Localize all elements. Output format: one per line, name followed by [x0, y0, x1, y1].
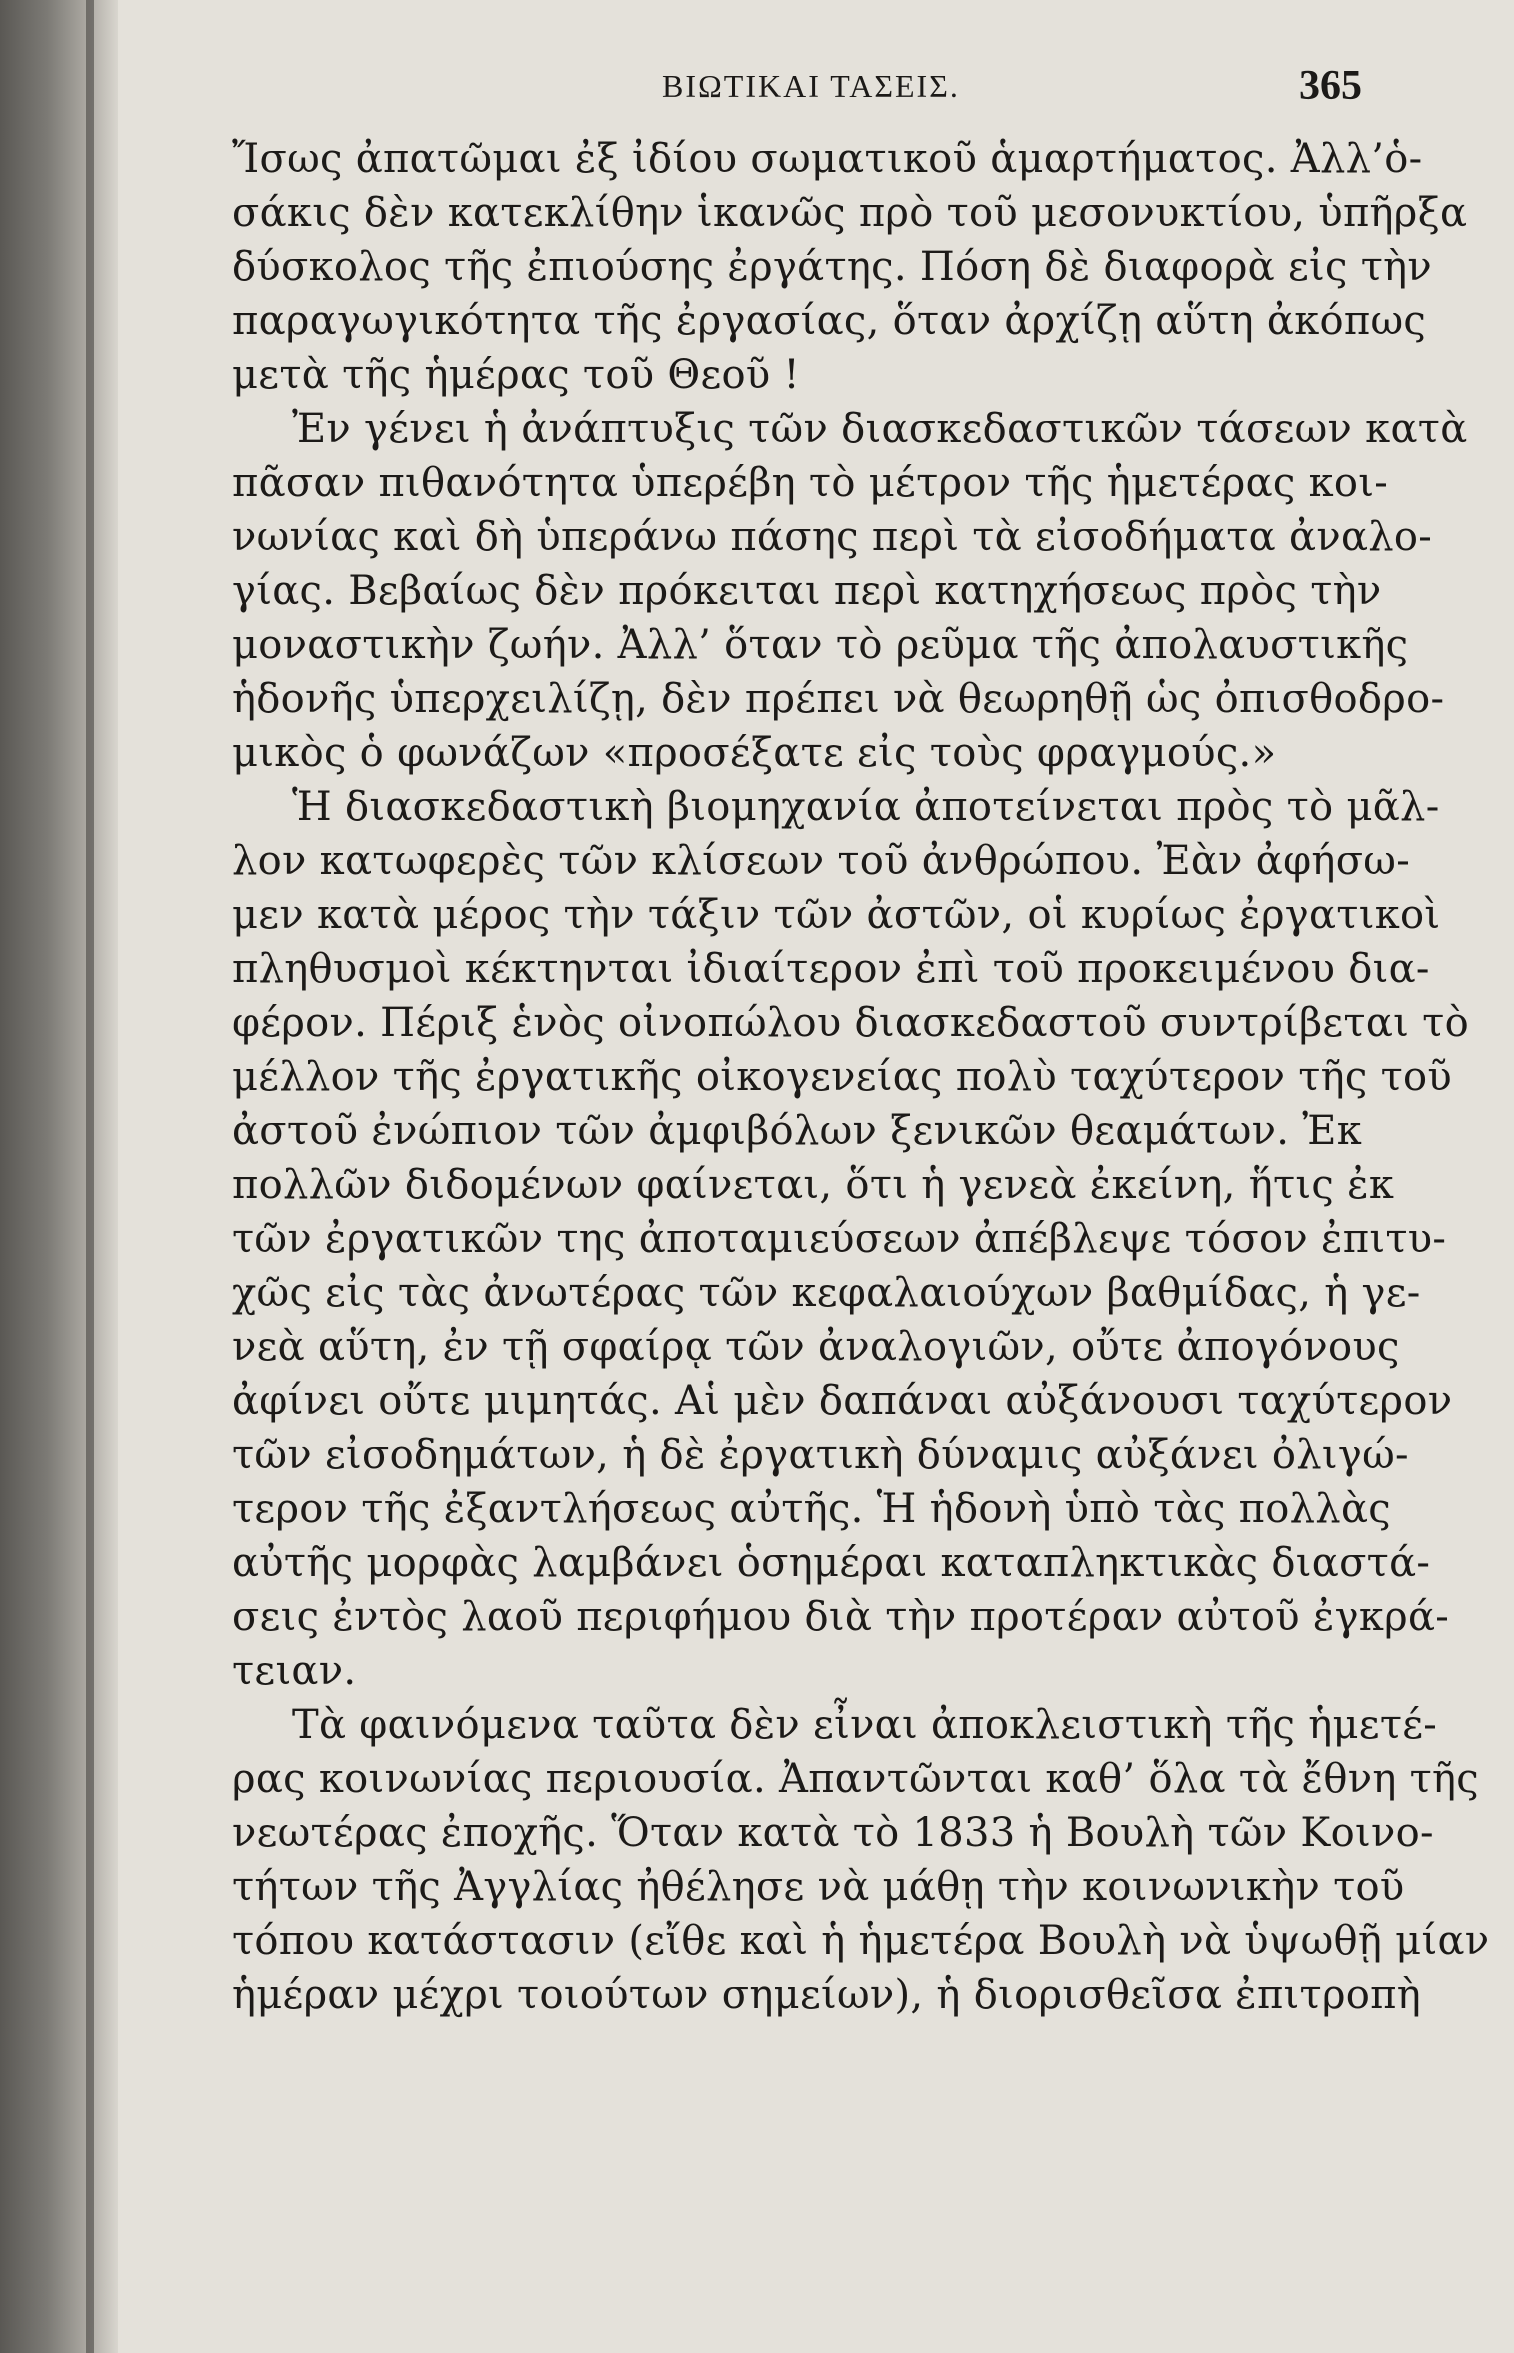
page-number: 365 [1299, 63, 1362, 109]
text-line: πολλῶν διδομένων φαίνεται, ὅτι ἡ γενεὰ ἐκείνη, ἥτις ἐκ [232, 1162, 1395, 1208]
text-line: μετὰ τῆς ἡμέρας τοῦ Θεοῦ ! [232, 352, 800, 398]
text-line: σάκις δὲν κατεκλίθην ἱκανῶς πρὸ τοῦ μεσονυκτίου, ὑπῆρξα [232, 190, 1468, 236]
text-line: νωνίας καὶ δὴ ὑπεράνω πάσης περὶ τὰ εἰσοδήματα ἀναλο- [232, 514, 1433, 560]
text-line: Ἐν γένει ἡ ἀνάπτυξις τῶν διασκεδαστικῶν τάσεων κατὰ [292, 406, 1468, 452]
text-line: γίας. Βεβαίως δὲν πρόκειται περὶ κατηχήσεως πρὸς τὴν [232, 568, 1382, 614]
text-line: χῶς εἰς τὰς ἀνωτέρας τῶν κεφαλαιούχων βαθμίδας, ἡ γε- [232, 1270, 1421, 1316]
text-line: ἡδονῆς ὑπερχειλίζῃ, δὲν πρέπει νὰ θεωρηθῇ ὡς ὀπισθοδρο- [232, 676, 1445, 722]
text-line: νεωτέρας ἐποχῆς. Ὅταν κατὰ τὸ 1833 ἡ Βουλὴ τῶν Κοινο- [232, 1810, 1434, 1856]
text-line: τειαν. [232, 1648, 357, 1694]
text-line: Τὰ φαινόμενα ταῦτα δὲν εἶναι ἀποκλειστικὴ τῆς ἡμετέ- [292, 1702, 1438, 1748]
text-line: μεν κατὰ μέρος τὴν τάξιν τῶν ἀστῶν, οἱ κυρίως ἐργατικοὶ [232, 892, 1441, 938]
text-line: σεις ἐντὸς λαοῦ περιφήμου διὰ τὴν προτέραν αὐτοῦ ἐγκρά- [232, 1594, 1450, 1640]
text-line: τῶν εἰσοδημάτων, ἡ δὲ ἐργατικὴ δύναμις αὐξάνει ὀλιγώ- [232, 1432, 1409, 1478]
text-line: ἀφίνει οὔτε μιμητάς. Αἱ μὲν δαπάναι αὐξάνουσι ταχύτερον [232, 1378, 1453, 1424]
text-line: μοναστικὴν ζωήν. Ἀλλ’ ὅταν τὸ ρεῦμα τῆς ἀπολαυστικῆς [232, 622, 1409, 668]
text-line: πληθυσμοὶ κέκτηνται ἰδιαίτερον ἐπὶ τοῦ προκειμένου δια- [232, 946, 1430, 992]
text-line: ἡμέραν μέχρι τοιούτων σημείων), ἡ διορισθεῖσα ἐπιτροπὴ [232, 1972, 1421, 2018]
text-line: τόπου κατάστασιν (εἴθε καὶ ἡ ἡμετέρα Βουλὴ νὰ ὑψωθῇ μίαν [232, 1918, 1490, 1964]
page-header [232, 62, 1362, 132]
book-page [232, 62, 1490, 2022]
text-body [232, 132, 1490, 2022]
text-line: τήτων τῆς Ἀγγλίας ἠθέλησε νὰ μάθῃ τὴν κοινωνικὴν τοῦ [232, 1864, 1405, 1910]
text-line: τῶν ἐργατικῶν της ἀποταμιεύσεων ἀπέβλεψε τόσον ἐπιτυ- [232, 1216, 1447, 1262]
running-title: ΒΙΩΤΙΚΑΙ ΤΑΣΕΙΣ. [662, 68, 960, 104]
text-line: παραγωγικότητα τῆς ἐργασίας, ὅταν ἀρχίζῃ αὕτη ἀκόπως [232, 298, 1427, 344]
text-line: Ἴσως ἀπατῶμαι ἐξ ἰδίου σωματικοῦ ἁμαρτήματος. Ἀλλ’ὁ- [232, 136, 1423, 182]
text-line: λον κατωφερὲς τῶν κλίσεων τοῦ ἀνθρώπου. Ἐὰν ἀφήσω- [232, 838, 1411, 884]
text-line: αὐτῆς μορφὰς λαμβάνει ὁσημέραι καταπληκτικὰς διαστά- [232, 1540, 1431, 1586]
binding-edge [86, 0, 94, 2353]
text-line: ἀστοῦ ἐνώπιον τῶν ἀμφιβόλων ξενικῶν θεαμάτων. Ἐκ [232, 1108, 1362, 1154]
book-spine-shadow [0, 0, 118, 2353]
text-line: πᾶσαν πιθανότητα ὑπερέβη τὸ μέτρον τῆς ἡμετέρας κοι- [232, 460, 1389, 506]
text-line: νεὰ αὕτη, ἐν τῇ σφαίρᾳ τῶν ἀναλογιῶν, οὔτε ἀπογόνους [232, 1324, 1400, 1370]
text-line: δύσκολος τῆς ἐπιούσης ἐργάτης. Πόση δὲ διαφορὰ εἰς τὴν [232, 244, 1433, 290]
text-line: μικὸς ὁ φωνάζων «προσέξατε εἰς τοὺς φραγμούς.» [232, 730, 1277, 776]
text-line: μέλλον τῆς ἐργατικῆς οἰκογενείας πολὺ ταχύτερον τῆς τοῦ [232, 1054, 1453, 1100]
text-line: Ἡ διασκεδαστικὴ βιομηχανία ἀποτείνεται πρὸς τὸ μᾶλ- [292, 784, 1440, 830]
text-line: ρας κοινωνίας περιουσία. Ἀπαντῶνται καθ’ ὅλα τὰ ἔθνη τῆς [232, 1756, 1479, 1802]
text-line: φέρον. Πέριξ ἑνὸς οἰνοπώλου διασκεδαστοῦ συντρίβεται τὸ [232, 1000, 1469, 1046]
text-line: τερον τῆς ἐξαντλήσεως αὐτῆς. Ἡ ἡδονὴ ὑπὸ τὰς πολλὰς [232, 1486, 1391, 1532]
